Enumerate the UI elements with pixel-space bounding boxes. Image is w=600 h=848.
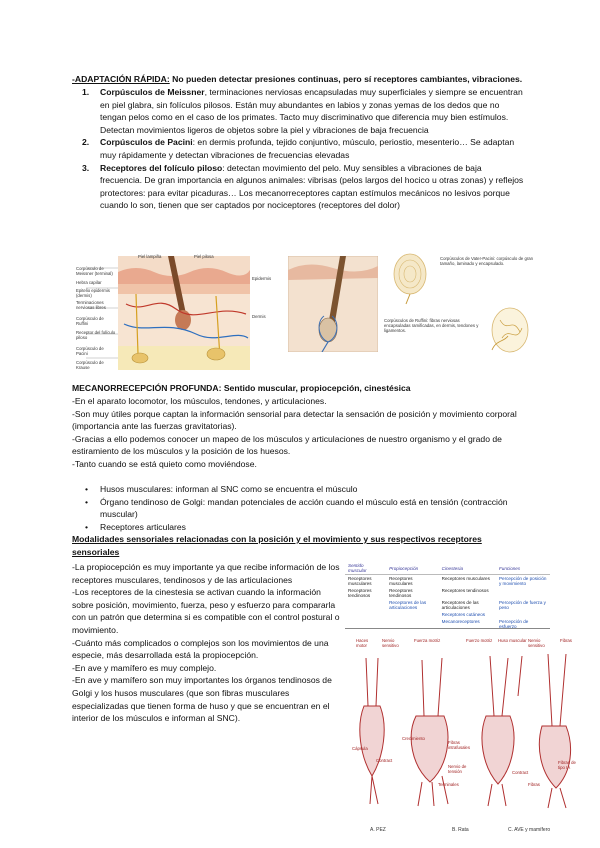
list-item [72, 86, 524, 136]
table-header: Funciones [496, 562, 550, 575]
table-cell: Receptores musculares [441, 576, 490, 581]
paragraph: -Son muy útiles porque captan la información sensorial para detectar la sensación de posición y movimiento corporal (importancia ante las fuerzas gravitatorias). [72, 408, 517, 432]
figure-label: Fibras [560, 638, 572, 643]
muscle-spindle-figure [352, 636, 584, 812]
figure-label: Corpúsculo de Pacini [76, 346, 104, 356]
paragraph: -Cuánto más complicados o complejos son los movimientos de una especie, más desarrollada está la propiocepción. [72, 637, 329, 661]
pacini-caption: Corpúsculos de Vater-Pacini: corpúsculo de gran tamaño, laminado y encapsulado. [440, 256, 534, 266]
table-cell [345, 611, 386, 618]
table-cell: Percepción de esfuerzo [498, 619, 529, 629]
table-cell: Receptores cutáneos [441, 612, 486, 617]
list-item: • Órgano tendinoso de Golgi: mandan potenciales de acción cuando el músculo está en tensión (contracción muscular) [72, 496, 524, 521]
figure-label: Terminales [438, 782, 459, 787]
paragraph: -Tanto cuando se está quieto como moviéndose. [72, 458, 257, 469]
table-cell: Receptores de las articulaciones [441, 600, 479, 610]
figure-label: Nervio sensitivo [528, 638, 545, 648]
table-row [345, 575, 550, 588]
figure-label: Fibras intrafusales [448, 740, 470, 750]
list-number: 3. [82, 162, 90, 173]
table-cell [345, 599, 386, 611]
figure-label: Epidermis [252, 276, 272, 281]
figure-label: Epitelio epidermis (dermis) [76, 288, 110, 298]
list-item-title: Receptores del folículo piloso [100, 162, 223, 173]
table-cell: Receptores tendinosos [441, 588, 489, 593]
figure-caption: C. AVE y mamífero [508, 827, 551, 833]
figure-label: Fibras de tipo IA [558, 760, 576, 770]
figure-label: Fibras [528, 782, 540, 787]
table-cell [386, 618, 439, 630]
figure-label: Fuerzo motriz [466, 638, 493, 643]
table-header: Propiocepción [386, 562, 439, 575]
table-cell: Mecanoreceptores [441, 619, 480, 624]
figure-label: Contract [512, 770, 529, 775]
rapid-adaptation-intro [72, 73, 542, 86]
figure-label: Corpúsculo de Meissner (terminal) [76, 266, 113, 276]
paragraph: -Gracias a ello podemos conocer un mapeo de los músculos y articulaciones de nuestro organismo y el grado de estiramiento de los músculos y la posición de los huesos. [72, 433, 502, 457]
list-item: • Husos musculares: informan al SNC como se encuentra el músculo [72, 483, 524, 496]
table-cell [496, 587, 550, 599]
table-cell: Receptores musculares [348, 576, 372, 586]
modalities-table-grid [345, 562, 550, 630]
figure-label: Fuerza motriz [414, 638, 441, 643]
rapid-receptor-list [72, 86, 524, 212]
table-cell [345, 618, 386, 630]
modalities-heading: Modalidades sensoriales relacionadas con la posición y el movimiento y sus respectivos receptores sensoriales [72, 534, 482, 557]
figure-label: Nervio de tensión [448, 764, 467, 774]
deep-mechanoreception-body [72, 395, 532, 471]
skin-receptors-figure [76, 254, 272, 372]
rapid-adaptation-text: No pueden detectar presiones continuas, pero sí receptores cambiantes, vibraciones. [169, 74, 523, 84]
figure-label: Piel lampiña [138, 254, 162, 259]
table-cell: Receptores musculares [389, 576, 413, 586]
table-cell: Receptores de las articulaciones [389, 600, 427, 610]
figure-caption: B. Rata [452, 827, 469, 833]
table-row [345, 587, 550, 599]
table-row [345, 611, 550, 618]
figure-label: Nervio sensitivo [382, 638, 399, 648]
figure-label: Terminaciones nerviosas libres [76, 300, 106, 310]
table-cell [386, 611, 439, 618]
rapid-adaptation-label: -ADAPTACIÓN RÁPIDA: [72, 74, 170, 84]
list-item-title: Corpúsculos de Pacini [100, 137, 193, 148]
paragraph: -La propiocepción es muy importante ya que recibe información de los receptores musculares, tendinosos y de las articulaciones [72, 562, 340, 585]
table-row [345, 618, 550, 630]
figure-label: Cápsula [352, 746, 368, 751]
figure-label: Hebra capilar [76, 280, 102, 285]
list-item: • Receptores articulares [72, 521, 524, 534]
ruffini-caption: Corpúsculos de Ruffini: fibras nerviosas encapsuladas ramificadas, en dermis, tendones y ligamentos. [384, 318, 479, 333]
deep-receptor-list [72, 483, 524, 533]
paragraph: -En ave y mamífero son muy importantes los órganos tendinosos de Golgi y los husos musculares (que son fibras musculares especializadas que tienen forma de huso y que se encuentran en el interior de los músculos e informan al SNC). [72, 675, 332, 724]
figure-label: Haces motor [356, 638, 369, 648]
table-cell [496, 611, 550, 618]
list-item [72, 136, 524, 161]
paragraph: -En ave y mamífero es muy complejo. [72, 662, 217, 673]
table-cell: Percepción de posición y movimiento [498, 576, 547, 586]
table-header: Cinestesia [439, 562, 496, 575]
list-item-text: , terminaciones nerviosas encapsuladas muy superficiales y siempre se encuentran en piel glabra, sin folículos pilosos. Están muy abundantes en labios y zonas yemas de los dedos que no tengan pelos como en el caso de los primates. Tacto muy discriminativo que diferencia muy bien estímulos. Detectan movimientos ligeros de objetos sobre la piel y vibraciones de baja frecuencia [100, 87, 523, 135]
list-item-text: : en dermis profunda, tejido conjuntivo, músculo, periostio, mesenterio… Se adaptan muy rápidamente y detectan vibraciones de frecuencias elevadas [100, 137, 515, 160]
table-cell: Percepción de fuerza y peso [498, 600, 546, 610]
list-number: 1. [82, 87, 90, 97]
table-header-row [345, 562, 550, 575]
modalities-body [72, 561, 342, 725]
figure-label: Contract [376, 758, 393, 763]
figure-label: Crecimiento [402, 736, 425, 741]
figure-caption: A. PEZ [370, 827, 386, 833]
figure-label: Dermis [252, 314, 266, 319]
deep-mechanoreception-heading: MECANORRECEPCIÓN PROFUNDA: Sentido muscular, propiocepción, cinestésica [72, 383, 411, 393]
hair-follicle-figure [288, 256, 378, 352]
figure-label: Piel pilosa [194, 254, 214, 259]
hair-follicle-illustration [288, 256, 378, 352]
paragraph: -En el aparato locomotor, los músculos, tendones, y articulaciones. [72, 396, 327, 406]
table-row [345, 599, 550, 611]
list-number: 2. [82, 137, 90, 148]
figure-label: Receptor del folículo piloso [76, 330, 116, 340]
list-item-text: : detectan movimiento del pelo. Muy sensibles a vibraciones de baja frecuencia. De gran importancia en algunos animales: vibrisas (pelos largos del hocico u otras zonas) y reflejos protectores: para evitar picaduras… Los mecanorreceptores captan estímulos mecánicos no lesivos porque cuando lo son, tienen que ser captados por nociceptores (receptores del dolor) [100, 162, 524, 211]
table-cell: Receptores tendinosos [348, 588, 372, 598]
modalities-table [345, 562, 550, 629]
list-item [72, 162, 524, 212]
list-item-title: Corpúsculos de Meissner [100, 87, 205, 97]
figure-label: Corpúsculo de Krause [76, 360, 104, 370]
figure-label: Corpúsculo de Ruffini [76, 316, 104, 326]
pacini-ruffini-figure [384, 250, 546, 354]
figure-label: Huso muscular [498, 638, 527, 643]
paragraph: -Los receptores de la cinestesia se activan cuando la información sobre posición, movimiento, fuerza, peso y esfuerzo para compararla con un patrón que determina si es compatible con el control postural o movimiento. [72, 587, 340, 635]
table-cell: Receptores tendinosos [389, 588, 413, 598]
table-header: Sentido muscular [345, 562, 386, 575]
